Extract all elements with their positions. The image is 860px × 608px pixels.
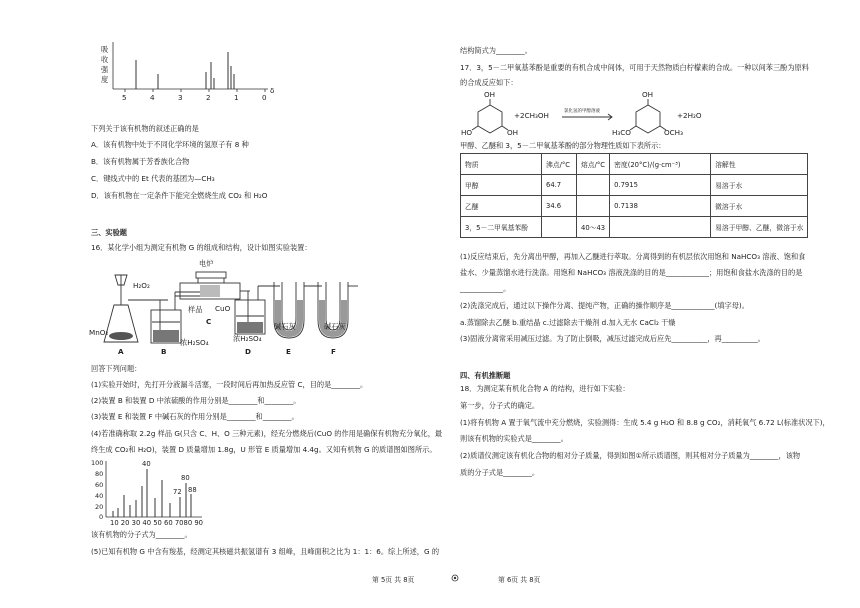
cell: 甲醇 — [461, 175, 542, 196]
ir-ylabel-3: 度 — [101, 75, 109, 84]
th-solubility: 溶解性 — [711, 154, 808, 175]
ms-peak-80: 80 — [181, 474, 190, 482]
q18-line-5: 质的分子式是________。 — [460, 468, 540, 477]
label-h2so4-d: 浓H₂SO₄ — [233, 334, 262, 343]
reactant-ho: HO — [461, 128, 473, 137]
ms-ytick-60: 60 — [95, 481, 104, 489]
ms-ytick-80: 80 — [95, 470, 104, 478]
cell: 0.7915 — [610, 175, 711, 196]
ms-xticks: 10 20 30 40 50 60 7080 90 — [110, 519, 203, 527]
ir-tick-2: 2 — [206, 93, 211, 102]
label-d: D — [245, 347, 251, 356]
q17-line-1: 盐水、少量蒸馏水进行洗涤。用饱和 NaHCO₃ 溶液洗涤的目的是____________；用饱和食盐水洗涤的目的是 — [460, 268, 803, 277]
cell: 易溶于水 — [711, 175, 808, 196]
answer-line-3: (3)装置 E 和装置 F 中碱石灰的作用分别是________和________。 — [91, 412, 299, 421]
ir-ylabel-1: 收 — [101, 55, 109, 64]
th-density: 密度(20°C)/(g·cm⁻³) — [610, 154, 711, 175]
q18-line-3: 则该有机物的实验式是________。 — [460, 434, 568, 443]
answer-line-0: 回答下列问题： — [91, 364, 142, 373]
after-ms-line-0: 该有机物的分子式为________。 — [91, 530, 192, 539]
ir-tick-5: 5 — [122, 93, 127, 102]
ms-peak-40: 40 — [142, 460, 151, 468]
label-soda-f: 碱石灰 — [324, 322, 346, 331]
cell: 易溶于甲醇、乙醚，微溶于水 — [711, 217, 808, 238]
ir-tick-1: 1 — [234, 93, 239, 102]
ir-ylabel-0: 吸 — [101, 45, 109, 54]
label-furnace: 电炉 — [199, 259, 214, 268]
question-17-a: 17．3，5－二甲氧基苯酚是重要的有机合成中间体，可用于天然物质白柠檬素的合成。一种以间苯三酚为原料 — [460, 63, 809, 72]
ir-tick-3: 3 — [178, 93, 183, 102]
th-substance: 物质 — [461, 154, 542, 175]
after-ms-line-1: (5)已知有机物 G 中含有羧基，经测定其核磁共振氢谱有 3 组峰，且峰面积之比为 1：1：6。综上所述，G 的 — [91, 547, 440, 556]
cell — [610, 217, 711, 238]
reactant-oh-top: OH — [484, 90, 496, 99]
ms-peak-72: 72 — [173, 488, 182, 496]
reagent-methanol: +2CH₃OH — [514, 111, 549, 120]
label-e: E — [286, 347, 291, 356]
cell — [577, 175, 610, 196]
answer-line-5: 终生成 CO₂和 H₂O)，装置 D 质量增加 1.8g，U 形管 E 质量增加 4.4g。又知有机物 G 的质谱图如图所示。 — [91, 445, 437, 454]
cell: 0.7138 — [610, 196, 711, 217]
answer-line-2: (2)装置 B 和装置 D 中浓硫酸的作用分别是________和________。 — [91, 396, 301, 405]
footer-left-page: 第 5页 共 8页 — [372, 576, 415, 584]
label-f: F — [331, 347, 336, 356]
table-row — [461, 175, 808, 196]
cell: 3，5－二甲氧基苯酚 — [461, 217, 542, 238]
section-heading-experiment: 三、实验题 — [91, 228, 127, 237]
right-line-1: 结构简式为________。 — [460, 46, 532, 55]
table-row — [461, 196, 808, 217]
ir-ylabel-2: 强 — [101, 65, 109, 74]
section-heading-inference: 四、有机推断题 — [460, 371, 511, 380]
label-h2so4-b: 浓H₂SO₄ — [180, 338, 209, 347]
q18-line-2: (1)将有机物 A 置于氧气流中充分燃烧，实验测得：生成 5.4 g H₂O 和 8.8 g CO₂，消耗氧气 6.72 L(标准状况下)， — [460, 418, 830, 427]
table-header-row — [461, 154, 808, 175]
reactant-oh-right: OH — [507, 128, 519, 137]
page-divider-icon — [451, 574, 461, 584]
option-c: C．键线式中的 Et 代表的基团为—CH₃ — [91, 174, 215, 183]
ms-ytick-40: 40 — [95, 492, 104, 500]
label-h2o2: H₂O₂ — [133, 281, 150, 290]
label-a: A — [118, 347, 124, 356]
cell: 34.6 — [542, 196, 577, 217]
cell: 乙醚 — [461, 196, 542, 217]
cell: 40～43 — [577, 217, 610, 238]
cell: 64.7 — [542, 175, 577, 196]
option-d: D．该有机物在一定条件下能完全燃烧生成 CO₂ 和 H₂O — [91, 191, 268, 200]
label-cuo: CuO — [215, 304, 231, 313]
props-intro: 甲醇、乙醚和 3，5－二甲氧基苯酚的部分物理性质如下表所示： — [460, 141, 666, 150]
q18-line-0: 18．为测定某有机化合物 A 的结构，进行如下实验： — [460, 384, 630, 393]
answer-line-4: (4)若准确称取 2.2g 样品 G(只含 C、H、O 三种元素)，经充分燃烧后(CuO 的作用是确保有机物充分氧化，最 — [91, 429, 443, 438]
q17-line-4: a.蒸馏除去乙醚 b.重结晶 c.过滤除去干燥剂 d.加入无水 CaCl₂ 干燥 — [460, 318, 676, 327]
product-oh-top: OH — [642, 90, 654, 99]
cell — [577, 196, 610, 217]
product-h3co: H₃CO — [612, 128, 631, 137]
th-bp: 沸点/°C — [542, 154, 577, 175]
ms-ytick-20: 20 — [95, 503, 104, 511]
ms-ytick-0: 0 — [99, 513, 104, 521]
product-och3: OCH₃ — [664, 128, 683, 137]
ir-tick-0: 0 — [262, 93, 267, 102]
ms-ytick-100: 100 — [91, 459, 104, 467]
label-soda-e: 碱石灰 — [274, 322, 296, 331]
q18-line-4: (2)质谱仪测定该有机化合物的相对分子质量，得到如图①所示质谱图，则其相对分子质量为________，该物 — [460, 451, 801, 460]
label-sample: 样品 — [188, 305, 203, 314]
th-mp: 熔点/°C — [577, 154, 610, 175]
reaction-condition: 氯化氢的甲醇溶液 — [564, 109, 600, 114]
properties-table — [460, 153, 808, 238]
question-17-b: 的合成反应如下： — [460, 78, 518, 87]
option-b: B．该有机物属于芳香族化合物 — [91, 157, 190, 166]
ir-unit: δ — [270, 86, 275, 95]
question-intro: 下列关于该有机物的叙述正确的是 — [91, 124, 199, 133]
q17-line-2: ____________。 — [460, 284, 511, 293]
label-mno2: MnO₂ — [89, 328, 109, 337]
q18-line-1: 第一步，分子式的确定。 — [460, 401, 540, 410]
q17-line-5: (3)固液分离常采用减压过滤。为了防止倒吸，减压过滤完成后应先__________，再__________。 — [460, 334, 765, 343]
label-b: B — [161, 347, 167, 356]
ms-peak-88: 88 — [188, 486, 197, 494]
footer-right-page: 第 6页 共 8页 — [498, 576, 541, 584]
label-c: C — [206, 317, 212, 326]
q17-line-3: (2)洗涤完成后，通过以下操作分离、提纯产物，正确的操作顺序是____________(填字母)。 — [460, 301, 749, 310]
q17-line-0: (1)反应结束后，先分离出甲醇，再加入乙醚进行萃取。分离得到的有机层依次用饱和 NaHCO₃ 溶液、饱和食 — [460, 252, 806, 261]
product-water: +2H₂O — [677, 111, 702, 120]
table-row — [461, 217, 808, 238]
option-a: A．该有机物中处于不同化学环境的氢原子有 8 种 — [91, 140, 249, 149]
question-16: 16．某化学小组为测定有机物 G 的组成和结构，设计如图实验装置： — [91, 243, 312, 252]
cell — [542, 217, 577, 238]
answer-line-1: (1)实验开始时，先打开分液漏斗活塞，一段时间后再加热反应管 C，目的是________。 — [91, 380, 368, 389]
ir-tick-4: 4 — [150, 93, 155, 102]
cell: 微溶于水 — [711, 196, 808, 217]
